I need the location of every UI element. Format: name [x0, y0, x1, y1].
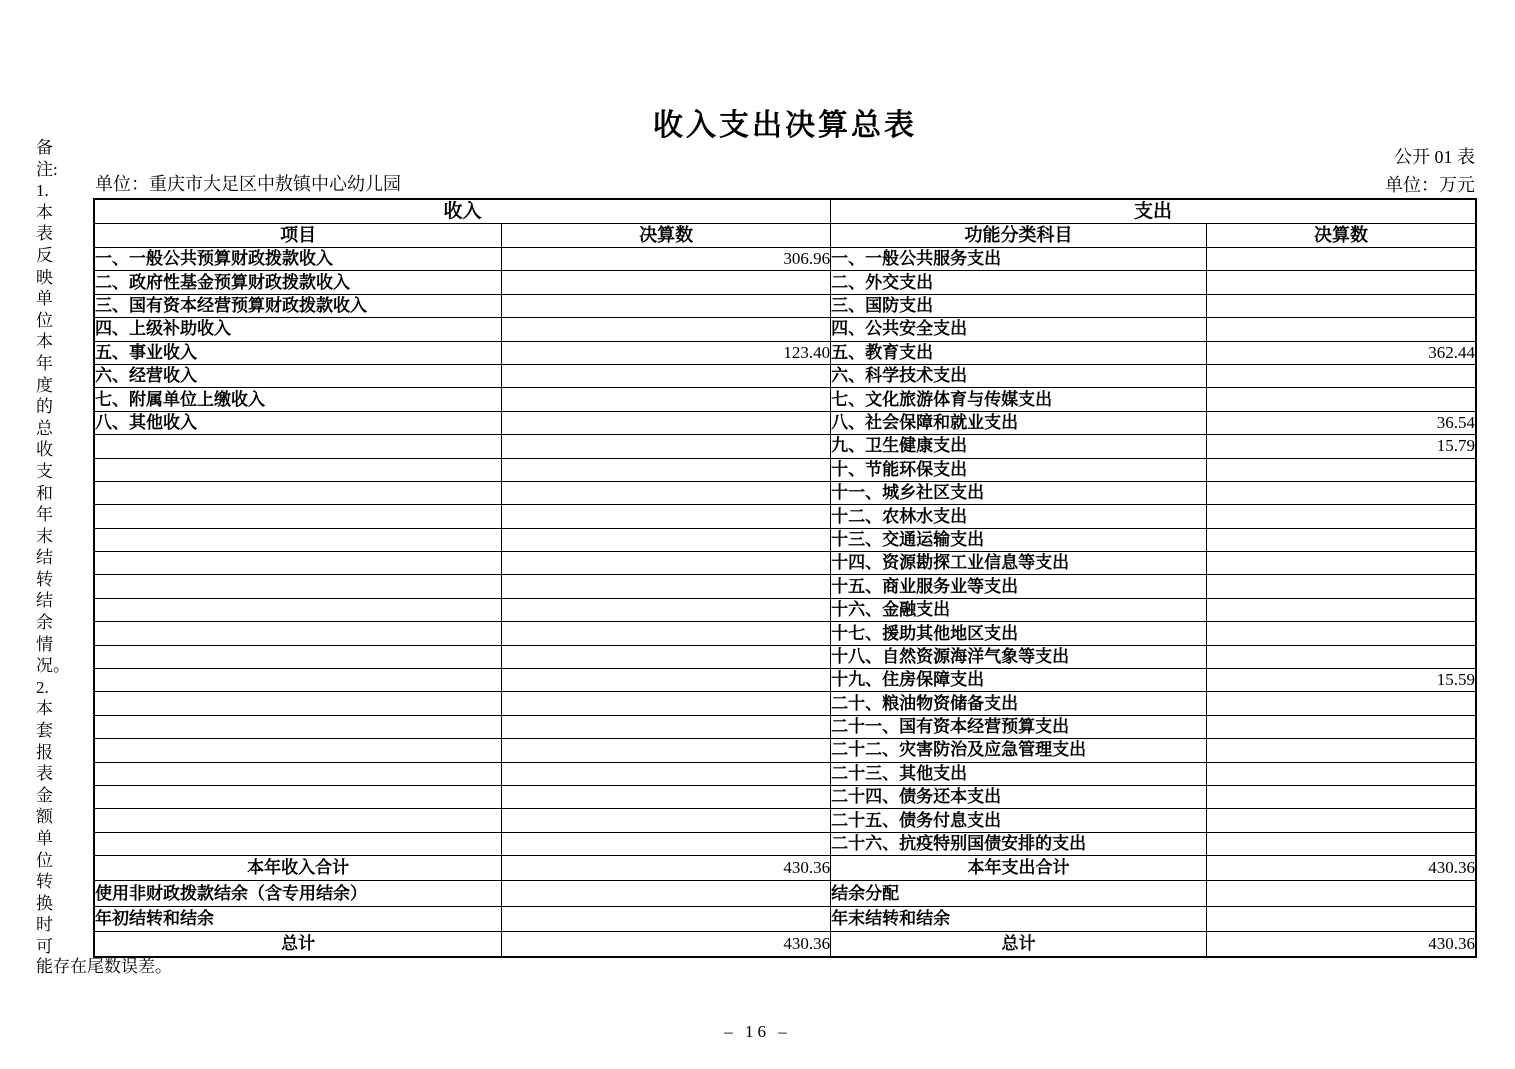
expense-value-cell — [1206, 881, 1476, 906]
income-item-cell: 使用非财政拨款结余（含专用结余） — [94, 881, 502, 906]
expense-value-cell — [1206, 388, 1476, 411]
income-value-cell: 430.36 — [502, 931, 831, 957]
table-row — [94, 318, 1476, 341]
expense-item-col-header: 功能分类科目 — [831, 224, 1207, 248]
margin-note-line: 转 — [36, 569, 53, 589]
margin-note-line: 总 — [36, 418, 53, 438]
income-item-cell: 八、其他收入 — [94, 411, 502, 434]
income-value-cell — [502, 575, 831, 598]
margin-note-line: 的 — [36, 397, 53, 417]
table-row — [94, 715, 1476, 738]
expense-item-cell: 十七、援助其他地区支出 — [831, 622, 1207, 645]
income-value-cell — [502, 318, 831, 341]
expense-item-cell: 五、教育支出 — [831, 341, 1207, 364]
table-row — [94, 692, 1476, 715]
income-item-cell — [94, 552, 502, 575]
income-value-cell — [502, 528, 831, 551]
org-unit: 单位：重庆市大足区中敖镇中心幼儿园 — [95, 174, 401, 194]
margin-note-line: 和 — [36, 483, 53, 503]
expense-item-cell: 二十二、灾害防治及应急管理支出 — [831, 739, 1207, 762]
expense-value-cell — [1206, 785, 1476, 808]
table-row — [94, 341, 1476, 364]
expense-item-cell: 九、卫生健康支出 — [831, 435, 1207, 458]
expense-item-cell: 年末结转和结余 — [831, 906, 1207, 931]
expense-item-cell: 十一、城乡社区支出 — [831, 481, 1207, 504]
expense-value-cell — [1206, 271, 1476, 294]
income-value-cell: 306.96 — [502, 248, 831, 271]
margin-note-vertical — [36, 137, 76, 958]
income-item-cell — [94, 669, 502, 692]
margin-note-line: 单 — [36, 289, 53, 309]
expense-item-cell: 十二、农林水支出 — [831, 505, 1207, 528]
expense-value-cell — [1206, 739, 1476, 762]
income-value-cell — [502, 645, 831, 668]
income-value-cell — [502, 294, 831, 317]
income-item-cell — [94, 505, 502, 528]
expense-value-cell — [1206, 505, 1476, 528]
income-value-cell — [502, 739, 831, 762]
income-value-cell — [502, 715, 831, 738]
income-value-cell — [502, 411, 831, 434]
expense-value-cell — [1206, 481, 1476, 504]
expense-value-cell — [1206, 364, 1476, 387]
table-row — [94, 906, 1476, 931]
expense-section-header: 支出 — [831, 199, 1476, 224]
income-item-cell — [94, 435, 502, 458]
expense-value-cell — [1206, 832, 1476, 855]
table-row — [94, 294, 1476, 317]
table-row — [94, 645, 1476, 668]
table-row — [94, 881, 1476, 906]
expense-item-cell: 二、外交支出 — [831, 271, 1207, 294]
table-row — [94, 552, 1476, 575]
income-item-cell — [94, 575, 502, 598]
income-item-cell — [94, 622, 502, 645]
expense-value-cell — [1206, 575, 1476, 598]
income-item-cell — [94, 739, 502, 762]
margin-note-bottom: 能存在尾数误差。 — [36, 957, 172, 976]
margin-note-line: 可 — [36, 936, 53, 956]
income-item-cell: 年初结转和结余 — [94, 906, 502, 931]
income-item-cell — [94, 832, 502, 855]
margin-note-line: 表 — [36, 764, 53, 784]
income-value-cell — [502, 881, 831, 906]
income-value-cell — [502, 809, 831, 832]
income-item-cell — [94, 645, 502, 668]
expense-value-cell: 362.44 — [1206, 341, 1476, 364]
expense-item-cell: 一、一般公共服务支出 — [831, 248, 1207, 271]
income-section-header: 收入 — [94, 199, 831, 224]
expense-item-cell: 十、节能环保支出 — [831, 458, 1207, 481]
expense-item-cell: 二十六、抗疫特别国债安排的支出 — [831, 832, 1207, 855]
margin-note-line: 注: — [36, 159, 58, 179]
expense-item-cell: 二十三、其他支出 — [831, 762, 1207, 785]
table-row — [94, 528, 1476, 551]
expense-item-cell: 结余分配 — [831, 881, 1207, 906]
expense-value-cell — [1206, 318, 1476, 341]
income-item-cell: 本年收入合计 — [94, 856, 502, 881]
table-row — [94, 931, 1476, 957]
table-row — [94, 435, 1476, 458]
income-item-cell — [94, 528, 502, 551]
expense-value-cell: 15.59 — [1206, 669, 1476, 692]
expense-value-cell — [1206, 762, 1476, 785]
expense-value-cell — [1206, 715, 1476, 738]
income-item-cell: 总计 — [94, 931, 502, 957]
margin-note-line: 本 — [36, 202, 53, 222]
income-item-cell: 六、经营收入 — [94, 364, 502, 387]
expense-item-cell: 二十一、国有资本经营预算支出 — [831, 715, 1207, 738]
income-value-cell — [502, 364, 831, 387]
income-value-cell — [502, 832, 831, 855]
income-item-cell — [94, 785, 502, 808]
expense-item-cell: 十四、资源勘探工业信息等支出 — [831, 552, 1207, 575]
table-row — [94, 598, 1476, 621]
table-row — [94, 809, 1476, 832]
expense-value-cell: 36.54 — [1206, 411, 1476, 434]
income-value-cell — [502, 762, 831, 785]
margin-note-line: 年 — [36, 353, 53, 373]
income-value-cell — [502, 692, 831, 715]
margin-note-line: 位 — [36, 850, 53, 870]
income-item-cell: 一、一般公共预算财政拨款收入 — [94, 248, 502, 271]
table-row — [94, 785, 1476, 808]
expense-item-cell: 本年支出合计 — [831, 856, 1207, 881]
margin-note-line: 2. — [36, 677, 49, 697]
expense-value-cell: 430.36 — [1206, 931, 1476, 957]
expense-value-cell — [1206, 809, 1476, 832]
margin-note-line: 金 — [36, 785, 53, 805]
table-row — [94, 248, 1476, 271]
income-item-cell — [94, 692, 502, 715]
table-row — [94, 575, 1476, 598]
table-row — [94, 411, 1476, 434]
margin-note-line: 情 — [36, 634, 53, 654]
expense-item-cell: 三、国防支出 — [831, 294, 1207, 317]
page-number: – 16 – — [724, 1022, 791, 1041]
margin-note-line: 额 — [36, 807, 53, 827]
expense-value-cell — [1206, 458, 1476, 481]
expense-item-cell: 二十五、债务付息支出 — [831, 809, 1207, 832]
margin-note-line: 表 — [36, 224, 53, 244]
expense-value-cell — [1206, 906, 1476, 931]
margin-note-line: 换 — [36, 893, 53, 913]
margin-note-line: 收 — [36, 440, 53, 460]
margin-note-line: 本 — [36, 699, 53, 719]
table-row — [94, 388, 1476, 411]
income-item-cell — [94, 481, 502, 504]
expense-value-cell — [1206, 294, 1476, 317]
margin-note-line: 年 — [36, 505, 53, 525]
margin-note-line: 本 — [36, 332, 53, 352]
margin-note-line: 转 — [36, 872, 53, 892]
table-row — [94, 505, 1476, 528]
expense-item-cell: 四、公共安全支出 — [831, 318, 1207, 341]
income-value-cell — [502, 622, 831, 645]
income-item-cell: 二、政府性基金预算财政拨款收入 — [94, 271, 502, 294]
income-value-cell: 430.36 — [502, 856, 831, 881]
margin-note-line: 支 — [36, 461, 53, 481]
margin-note-line: 位 — [36, 310, 53, 330]
table-row — [94, 739, 1476, 762]
expense-item-cell: 十八、自然资源海洋气象等支出 — [831, 645, 1207, 668]
money-unit: 单位：万元 — [1385, 175, 1475, 195]
expense-item-cell: 六、科学技术支出 — [831, 364, 1207, 387]
expense-item-cell: 十六、金融支出 — [831, 598, 1207, 621]
expense-value-col-header: 决算数 — [1206, 224, 1476, 248]
table-body — [94, 248, 1476, 957]
margin-note-line: 反 — [36, 245, 53, 265]
expense-item-cell: 十五、商业服务业等支出 — [831, 575, 1207, 598]
expense-item-cell: 七、文化旅游体育与传媒支出 — [831, 388, 1207, 411]
table-row — [94, 458, 1476, 481]
expense-item-cell: 十三、交通运输支出 — [831, 528, 1207, 551]
income-value-cell — [502, 598, 831, 621]
expense-item-cell: 十九、住房保障支出 — [831, 669, 1207, 692]
table-row — [94, 832, 1476, 855]
margin-note-line: 时 — [36, 915, 53, 935]
income-item-cell — [94, 458, 502, 481]
table-row — [94, 622, 1476, 645]
income-item-cell: 五、事业收入 — [94, 341, 502, 364]
expense-value-cell: 430.36 — [1206, 856, 1476, 881]
expense-item-cell: 二十四、债务还本支出 — [831, 785, 1207, 808]
table-row — [94, 271, 1476, 294]
income-value-col-header: 决算数 — [502, 224, 831, 248]
expense-value-cell — [1206, 248, 1476, 271]
income-item-cell: 四、上级补助收入 — [94, 318, 502, 341]
income-value-cell — [502, 388, 831, 411]
margin-note-line: 末 — [36, 526, 53, 546]
income-value-cell — [502, 505, 831, 528]
margin-note-line: 况。 — [36, 656, 70, 676]
expense-item-cell: 八、社会保障和就业支出 — [831, 411, 1207, 434]
income-item-cell — [94, 598, 502, 621]
margin-note-line: 1. — [36, 181, 49, 201]
table-row — [94, 481, 1476, 504]
expense-value-cell: 15.79 — [1206, 435, 1476, 458]
income-value-cell — [502, 785, 831, 808]
expense-item-cell: 二十、粮油物资储备支出 — [831, 692, 1207, 715]
table-meta — [1385, 143, 1475, 199]
income-item-cell: 七、附属单位上缴收入 — [94, 388, 502, 411]
margin-note-line: 报 — [36, 742, 53, 762]
income-item-cell — [94, 809, 502, 832]
margin-note-line: 结 — [36, 548, 53, 568]
margin-note-line: 结 — [36, 591, 53, 611]
page-title: 收入支出决算总表 — [653, 109, 917, 142]
table-row — [94, 762, 1476, 785]
budget-table — [93, 198, 1477, 958]
expense-value-cell — [1206, 622, 1476, 645]
income-value-cell: 123.40 — [502, 341, 831, 364]
table-code: 公开 01 表 — [1394, 147, 1475, 167]
table-row — [94, 856, 1476, 881]
expense-value-cell — [1206, 528, 1476, 551]
table-row — [94, 364, 1476, 387]
income-value-cell — [502, 906, 831, 931]
income-item-cell — [94, 762, 502, 785]
expense-value-cell — [1206, 552, 1476, 575]
margin-note-line: 备 — [36, 138, 53, 157]
income-item-col-header: 项目 — [94, 224, 502, 248]
margin-note-line: 余 — [36, 613, 53, 633]
expense-value-cell — [1206, 692, 1476, 715]
margin-note-line: 度 — [36, 375, 53, 395]
expense-item-cell: 总计 — [831, 931, 1207, 957]
expense-value-cell — [1206, 645, 1476, 668]
margin-note-line: 套 — [36, 721, 53, 741]
margin-note-line: 单 — [36, 829, 53, 848]
income-value-cell — [502, 458, 831, 481]
income-value-cell — [502, 552, 831, 575]
table-row — [94, 669, 1476, 692]
income-value-cell — [502, 271, 831, 294]
income-item-cell — [94, 715, 502, 738]
income-value-cell — [502, 481, 831, 504]
margin-note-line: 映 — [36, 267, 53, 287]
expense-value-cell — [1206, 598, 1476, 621]
income-value-cell — [502, 669, 831, 692]
income-item-cell: 三、国有资本经营预算财政拨款收入 — [94, 294, 502, 317]
income-value-cell — [502, 435, 831, 458]
